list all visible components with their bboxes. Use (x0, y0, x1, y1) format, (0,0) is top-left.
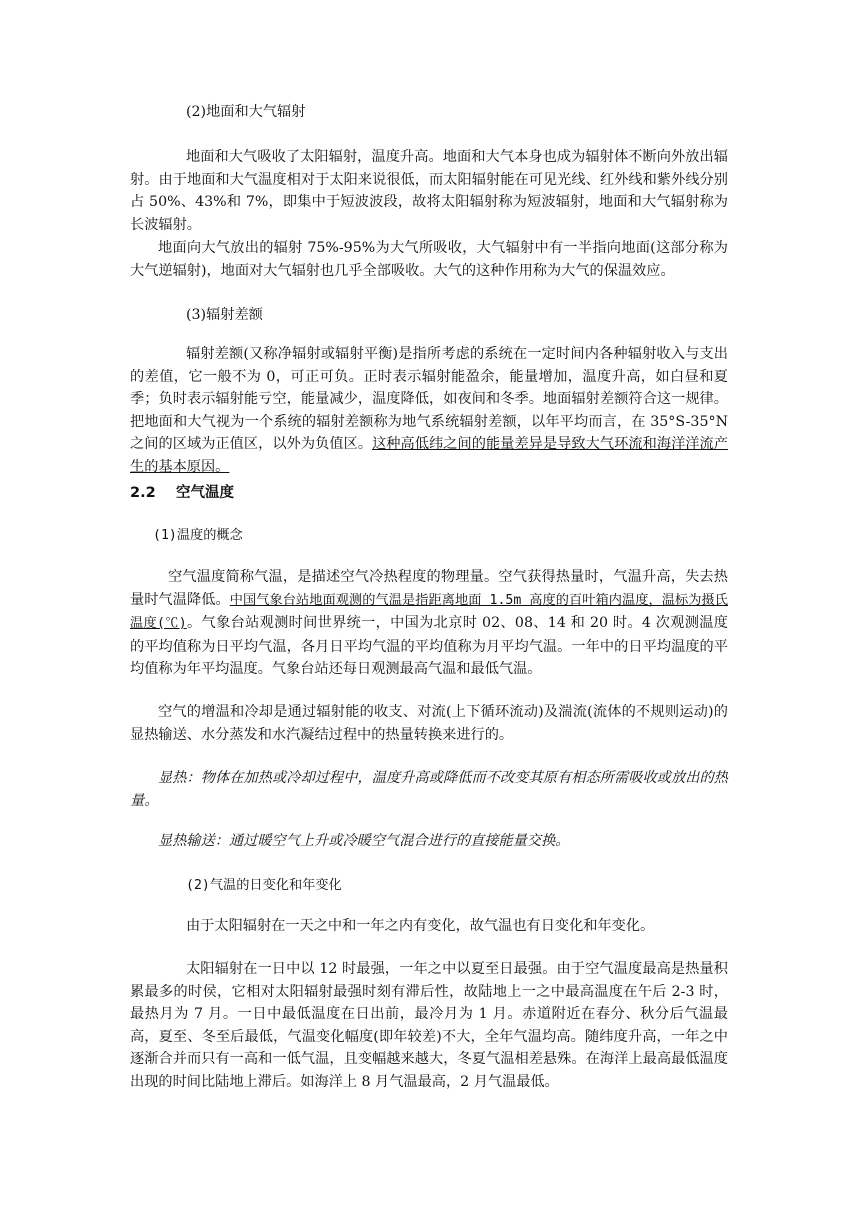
section-title-text: 空气温度 (176, 485, 234, 501)
section-number: 2.2 (130, 485, 156, 501)
subheading-radiation-balance: (3)辐射差额 (186, 307, 263, 323)
definition-sensible-heat: 显热：物体在加热或冷却过程中，温度升高或降低而不改变其原有相态所需吸收或放出的热量。 (130, 770, 728, 809)
section-title-air-temperature (130, 482, 234, 504)
underlined-energy-difference-text: 这种高低纬之间的能量差异是导致大气环流和海洋洋流产生的基本原因。 (130, 436, 728, 475)
paragraph-radiation-balance (130, 343, 728, 478)
definition-sensible-heat-transport: 显热输送：通过暖空气上升或冷暖空气混合进行的直接能量交换。 (158, 833, 570, 849)
radiation-balance-text: 辐射差额(又称净辐射或辐射平衡)是指所考虑的系统在一定时间内各种辐射收入与支出的差值，它一般不为 0，可正可负。正时表示辐射能盈余，能量增加，温度升高，如白昼和夏季；负时表示辐射能亏空，能量减少，温度降低，如夜间和冬季。地面辐射差额符合这一规律。把地面和大气视为一个系统的辐射差额称为地气系统辐射差额，以年平均而言，在 35°S-35°N 之间的区域为正值区，以外为负值区。 (130, 346, 728, 452)
temperature-concept-text: 空气温度简称气温，是描述空气冷热程度的物理量。空气获得热量时，气温升高，失去热量时气温降低。 (130, 569, 728, 608)
paragraph-temperature-variation-intro: 由于太阳辐射在一天之中和一年之内有变化，故气温也有日变化和年变化。 (186, 918, 655, 934)
underlined-observation-standard-text: 中国气象台站地面观测的气温是指距离地面 1.5m 高度的百叶箱内温度，温标为摄氏温度(℃) (130, 592, 728, 631)
subheading-temperature-variation: (2)气温的日变化和年变化 (186, 878, 342, 893)
paragraph-heating-cooling: 空气的增温和冷却是通过辐射能的收支、对流(上下循环流动)及湍流(流体的不规则运动)的显热输送、水分蒸发和水汽凝结过程中的热量转换来进行的。 (130, 704, 728, 743)
observation-time-text: 。气象台站观测时间世界统一，中国为北京时 02、08、14 和 20 时。4 次观测温度的平均值称为日平均气温，各月日平均气温的平均值称为月平均气温。一年中的日平均温度的平均值称为年平均温度。气象台站还每日观测最高气温和最低气温。 (130, 615, 728, 677)
paragraph-temperature-variation-detail: 太阳辐射在一日中以 12 时最强，一年之中以夏至日最强。由于空气温度最高是热量积累最多的时侯，它相对太阳辐射最强时刻有滞后性，故陆地上一之中最高温度在午后 2-3 时，最热月为 7 月。一日中最低温度在日出前，最冷月为 1 月。赤道附近在春分、秋分后气温最高，夏至、冬至后最低，气温变化幅度(即年较差)不大，全年气温均高。随纬度升高，一年之中逐渐合并而只有一高和一低气温，且变幅越来越大，冬夏气温相差悬殊。在海洋上最高最低温度出现的时间比陆地上滞后。如海洋上 8 月气温最高，2 月气温最低。 (130, 961, 728, 1090)
paragraph-greenhouse-effect: 地面向大气放出的辐射 75%-95%为大气所吸收，大气辐射中有一半指向地面(这部分称为大气逆辐射)，地面对大气辐射也几乎全部吸收。大气的这种作用称为大气的保温效应。 (130, 240, 728, 279)
subheading-temperature-concept: (1)温度的概念 (153, 528, 243, 543)
subheading-ground-atmosphere-radiation: (2)地面和大气辐射 (186, 104, 306, 120)
paragraph-temperature-concept (130, 566, 728, 681)
paragraph-ground-atmosphere-radiation: 地面和大气吸收了太阳辐射，温度升高。地面和大气本身也成为辐射体不断向外放出辐射。由于地面和大气温度相对于太阳来说很低，而太阳辐射能在可见光线、红外线和紫外线分别占 50%、43%和 7%，即集中于短波波段，故将太阳辐射称为短波辐射，地面和大气辐射称为长波辐射。 (130, 149, 728, 233)
